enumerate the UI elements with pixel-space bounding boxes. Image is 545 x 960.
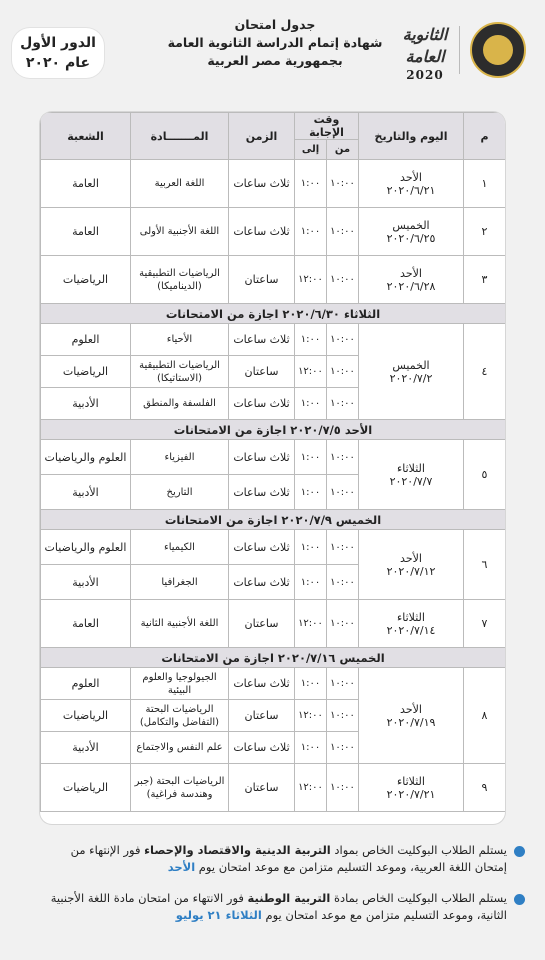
time-to: ١٢:٠٠ [295, 600, 327, 648]
logo-year: 2020 [406, 68, 444, 82]
subject: الفلسفة والمنطق [131, 388, 229, 420]
col-num-header: م [464, 113, 506, 160]
table-row [41, 764, 506, 812]
holiday-row [41, 420, 506, 440]
branch: العامة [41, 600, 131, 648]
exam-date: ٢٠٢٠/٦/٢٨ [386, 279, 436, 293]
schedule-table [40, 112, 505, 812]
exam-date: ٢٠٢٠/٦/٢١ [386, 183, 436, 197]
note-item [40, 842, 525, 876]
exam-date: ٢٠٢٠/٧/٢ [389, 371, 433, 385]
day-name: الأحد [400, 702, 422, 716]
logo-divider [459, 26, 460, 74]
note-text: التربية الوطنية [247, 891, 331, 905]
note-text: يستلم الطلاب البوكليت الخاص بمادة [330, 891, 507, 905]
branch: الرياضيات [41, 700, 131, 732]
row-day-date [359, 600, 464, 648]
branch: الأدبية [41, 565, 131, 600]
time-to: ١:٠٠ [295, 440, 327, 475]
time-to: ١:٠٠ [295, 388, 327, 420]
time-to: ١٢:٠٠ [295, 356, 327, 388]
day-name: الخميس [392, 218, 430, 232]
branch: العلوم [41, 324, 131, 356]
note-text: التربية الدينية والاقتصاد والإحصاء [144, 843, 331, 857]
col-subject-header: المـــــــادة [131, 113, 229, 160]
table-row [41, 600, 506, 648]
row-number: ٨ [464, 668, 506, 764]
branch: العلوم والرياضيات [41, 440, 131, 475]
row-number: ١ [464, 160, 506, 208]
holiday-text: الأحد ٢٠٢٠/٧/٥ اجازة من الامتحانات [41, 420, 506, 440]
exam-date: ٢٠٢٠/٧/٧ [389, 474, 433, 488]
day-name: الثلاثاء [397, 461, 425, 475]
duration: ثلاث ساعات [229, 475, 295, 510]
time-from: ١٠:٠٠ [327, 600, 359, 648]
branch: الرياضيات [41, 356, 131, 388]
duration: ثلاث ساعات [229, 565, 295, 600]
table-row [41, 668, 506, 700]
exam-date: ٢٠٢٠/٧/١٤ [386, 623, 436, 637]
note-item [40, 890, 525, 924]
time-from: ١٠:٠٠ [327, 440, 359, 475]
time-to: ١٢:٠٠ [295, 700, 327, 732]
page-title [130, 16, 420, 70]
subject: الأحياء [131, 324, 229, 356]
time-from: ١٠:٠٠ [327, 700, 359, 732]
subject: اللغة الأجنبية الأولى [131, 208, 229, 256]
time-from: ١٠:٠٠ [327, 565, 359, 600]
table-row [41, 440, 506, 475]
header [0, 0, 545, 110]
table-row [41, 324, 506, 356]
note-text: الثلاثاء ٢١ يوليو [175, 908, 262, 922]
table-row [41, 530, 506, 565]
exam-date: ٢٠٢٠/٧/١٩ [386, 715, 436, 729]
row-number: ٧ [464, 600, 506, 648]
subject: الفيزياء [131, 440, 229, 475]
duration: ثلاث ساعات [229, 324, 295, 356]
time-to: ١٢:٠٠ [295, 764, 327, 812]
table-row [41, 256, 506, 304]
time-from: ١٠:٠٠ [327, 356, 359, 388]
title-line-3: بجمهورية مصر العربية [207, 53, 343, 68]
notes [40, 842, 525, 938]
duration: ثلاث ساعات [229, 668, 295, 700]
exam-round-box [12, 28, 104, 78]
time-from: ١٠:٠٠ [327, 388, 359, 420]
subject: الجيولوجيا والعلوم البيئية [131, 668, 229, 700]
day-name: الخميس [392, 358, 430, 372]
subject: الرياضيات البحتة (جبر وهندسة فراغية) [131, 764, 229, 812]
duration: ساعتان [229, 764, 295, 812]
row-number: ٢ [464, 208, 506, 256]
duration: ساعتان [229, 256, 295, 304]
exam-date: ٢٠٢٠/٧/٢١ [386, 787, 436, 801]
row-number: ٣ [464, 256, 506, 304]
branch: العلوم [41, 668, 131, 700]
col-from-header: من [327, 140, 359, 160]
row-day-date [359, 764, 464, 812]
branch: الأدبية [41, 475, 131, 510]
branch: الرياضيات [41, 764, 131, 812]
bullet-icon [514, 894, 525, 905]
time-from: ١٠:٠٠ [327, 208, 359, 256]
subject: علم النفس والاجتماع [131, 732, 229, 764]
subject: الجغرافيا [131, 565, 229, 600]
branch: العلوم والرياضيات [41, 530, 131, 565]
round-label: الدور الأول [20, 35, 96, 51]
day-name: الأحد [400, 170, 422, 184]
time-to: ١:٠٠ [295, 324, 327, 356]
time-to: ١:٠٠ [295, 732, 327, 764]
ministry-seal-icon [470, 22, 526, 78]
note-text: الأحد [167, 860, 196, 874]
bullet-icon [514, 846, 525, 857]
col-answer-time-header: وقت الإجابة [295, 113, 359, 140]
table-row [41, 208, 506, 256]
row-number: ٦ [464, 530, 506, 600]
time-from: ١٠:٠٠ [327, 668, 359, 700]
row-day-date [359, 668, 464, 764]
time-from: ١٠:٠٠ [327, 530, 359, 565]
row-day-date [359, 530, 464, 600]
holiday-row [41, 648, 506, 668]
subject: اللغة العربية [131, 160, 229, 208]
branch: الرياضيات [41, 256, 131, 304]
note-text: فور الإنتهاء من إمتحان اللغة العربية، وموعد التسليم متزامن مع موعد امتحان يوم [70, 843, 507, 874]
logo-script: الثانوية العامة [402, 25, 448, 66]
note-text: يستلم الطلاب البوكليت الخاص بمواد [330, 843, 507, 857]
col-branch-header: الشعبة [41, 113, 131, 160]
holiday-row [41, 304, 506, 324]
time-from: ١٠:٠٠ [327, 256, 359, 304]
thanaweya-logo [395, 24, 455, 82]
time-from: ١٠:٠٠ [327, 160, 359, 208]
holiday-text: الخميس ٢٠٢٠/٧/٩ اجازة من الامتحانات [41, 510, 506, 530]
time-to: ١:٠٠ [295, 160, 327, 208]
row-day-date [359, 256, 464, 304]
col-duration-header: الزمن [229, 113, 295, 160]
time-to: ١:٠٠ [295, 530, 327, 565]
duration: ساعتان [229, 600, 295, 648]
duration: ثلاث ساعات [229, 732, 295, 764]
holiday-row [41, 510, 506, 530]
schedule-table-card [40, 112, 505, 824]
branch: الأدبية [41, 732, 131, 764]
holiday-text: الثلاثاء ٢٠٢٠/٦/٣٠ اجازة من الامتحانات [41, 304, 506, 324]
time-from: ١٠:٠٠ [327, 324, 359, 356]
day-name: الأحد [400, 266, 422, 280]
col-to-header: إلى [295, 140, 327, 160]
holiday-text: الخميس ٢٠٢٠/٧/١٦ اجازة من الامتحانات [41, 648, 506, 668]
subject: الرياضيات البحتة (التفاضل والتكامل) [131, 700, 229, 732]
title-line-2: شهادة إتمام الدراسة الثانوية العامة [167, 35, 383, 50]
row-number: ٤ [464, 324, 506, 420]
row-day-date [359, 324, 464, 420]
day-name: الأحد [400, 551, 422, 565]
time-to: ١:٠٠ [295, 565, 327, 600]
note-text: فور الانتهاء من امتحان مادة اللغة الأجنبية الثانية، وموعد التسليم متزامن مع موعد امتحان يوم [50, 891, 507, 922]
branch: العامة [41, 208, 131, 256]
day-name: الثلاثاء [397, 774, 425, 788]
duration: ثلاث ساعات [229, 160, 295, 208]
duration: ثلاث ساعات [229, 388, 295, 420]
subject: اللغة الأجنبية الثانية [131, 600, 229, 648]
row-day-date [359, 160, 464, 208]
time-from: ١٠:٠٠ [327, 475, 359, 510]
subject: الرياضيات التطبيقية (الاستاتيكا) [131, 356, 229, 388]
round-year: عام ٢٠٢٠ [25, 55, 91, 71]
exam-date: ٢٠٢٠/٦/٢٥ [386, 231, 436, 245]
time-to: ١:٠٠ [295, 475, 327, 510]
table-row [41, 160, 506, 208]
time-from: ١٠:٠٠ [327, 764, 359, 812]
branch: الأدبية [41, 388, 131, 420]
duration: ثلاث ساعات [229, 530, 295, 565]
duration: ساعتان [229, 356, 295, 388]
time-from: ١٠:٠٠ [327, 732, 359, 764]
row-number: ٥ [464, 440, 506, 510]
subject: التاريخ [131, 475, 229, 510]
subject: الرياضيات التطبيقية (الديناميكا) [131, 256, 229, 304]
row-day-date [359, 440, 464, 510]
duration: ساعتان [229, 700, 295, 732]
title-line-1: جدول امتحان [234, 17, 316, 32]
row-day-date [359, 208, 464, 256]
day-name: الثلاثاء [397, 610, 425, 624]
row-number: ٩ [464, 764, 506, 812]
branch: العامة [41, 160, 131, 208]
exam-date: ٢٠٢٠/٧/١٢ [386, 564, 436, 578]
schedule-body [41, 160, 506, 812]
time-to: ١٢:٠٠ [295, 256, 327, 304]
duration: ثلاث ساعات [229, 440, 295, 475]
time-to: ١:٠٠ [295, 668, 327, 700]
col-day-header: اليوم والتاريخ [359, 113, 464, 160]
subject: الكيمياء [131, 530, 229, 565]
duration: ثلاث ساعات [229, 208, 295, 256]
time-to: ١:٠٠ [295, 208, 327, 256]
